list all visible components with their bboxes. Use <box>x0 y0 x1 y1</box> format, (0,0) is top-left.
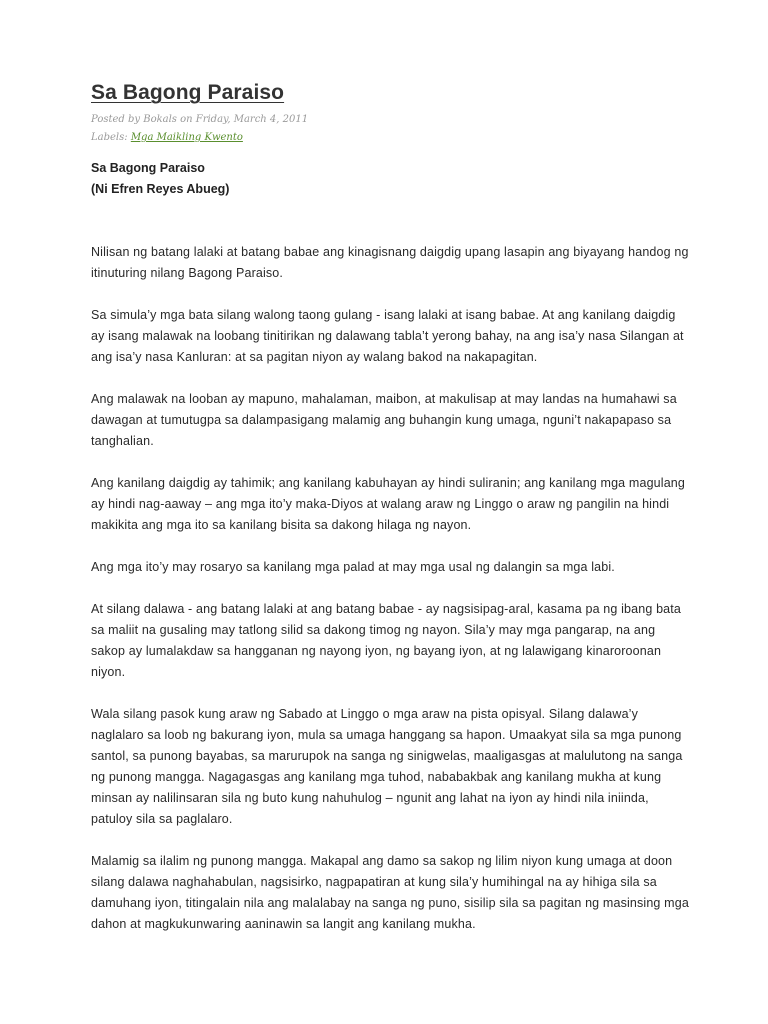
paragraph: Ang mga ito’y may rosaryo sa kanilang mga palad at may mga usal ng dalangin sa mga labi. <box>91 560 615 574</box>
story-title: Sa Bagong Paraiso <box>91 161 205 175</box>
story-body <box>91 242 691 935</box>
paragraph: Ang malawak na looban ay mapuno, mahalaman, maibon, at makulisap at may landas na humahawi sa dawagan at tumutugpa sa dalampasigang malamig ang buhangin kung umaga, nguni’t nakapapaso sa tanghalian. <box>91 392 677 448</box>
blog-post <box>91 80 691 956</box>
paragraph: Sa simula’y mga bata silang walong taong gulang - isang lalaki at isang babae. At ang kanilang daigdig ay isang malawak na loobang tinitirikan ng dalawang tabla’t yerong bahay, na ang isa’y nasa Silangan at ang isa’y nasa Kanluran: at sa pagitan niyon ay walang bakod na nakapagitan. <box>91 308 684 364</box>
labels-prefix: Labels: <box>91 132 131 143</box>
paragraph: At silang dalawa - ang batang lalaki at ang batang babae - ay nagsisipag-aral, kasama pa ng ibang bata sa maliit na gusaling may tatlong silid sa dakong timog ng nayon. Sila’y may mga pangarap, na ang sakop ay lumalakdaw sa hangganan ng nayong iyon, ng bayang iyon, at ng lalawigang kinaroroonan niyon. <box>91 602 682 679</box>
post-labels <box>91 129 691 147</box>
story-author: (Ni Efren Reyes Abueg) <box>91 182 230 196</box>
paragraph: Wala silang pasok kung araw ng Sabado at Linggo o mga araw na pista opisyal. Silang dalawa’y naglalaro sa loob ng bakurang iyon, mula sa umaga hanggang sa hapon. Umaakyat sila sa mga punong santol, sa punong bayabas, sa marurupok na sanga ng sinigwelas, maaligasgas at malulutong na sanga ng punong mangga. Nagagasgas ang kanilang mga tuhod, nababakbak ang kanilang mukha at kung minsan ay nalilinsaran sila ng buto kung nahuhulog – ngunit ang lahat na iyon ay hindi nila iniinda, patuloy sila sa paglalaro. <box>91 707 683 826</box>
post-title[interactable]: Sa Bagong Paraiso <box>91 81 285 104</box>
paragraph: Ang kanilang daigdig ay tahimik; ang kanilang kabuhayan ay hindi suliranin; ang kanilang mga magulang ay hindi nag-aaway – ang mga ito’y maka-Diyos at walang araw ng Linggo o araw ng pangilin na hindi makikita ang mga ito sa kanilang bisita sa dakong hilaga ng nayon. <box>91 476 686 532</box>
label-link-mga-maikling-kwento[interactable]: Mga Maikling Kwento <box>130 132 243 143</box>
paragraph: Nilisan ng batang lalaki at batang babae ang kinagisnang daigdig upang lasapin ang biyayang handog ng itinuturing nilang Bagong Paraiso. <box>91 245 689 280</box>
post-byline: Posted by Bokals on Friday, March 4, 2011 <box>91 114 309 125</box>
paragraph: Malamig sa ilalim ng punong mangga. Makapal ang damo sa sakop ng lilim niyon kung umaga at doon silang dalawa naghahabulan, nagsisirko, nagpapatiran at kung sila’y humihingal na ay hihiga sila sa damuhang iyon, titingalain nila ang malalabay na sanga ng puno, sisilip sila sa pagitan ng masinsing mga dahon at magkukunwaring aaninawin sa langit ang kanilang mukha. <box>91 854 689 931</box>
